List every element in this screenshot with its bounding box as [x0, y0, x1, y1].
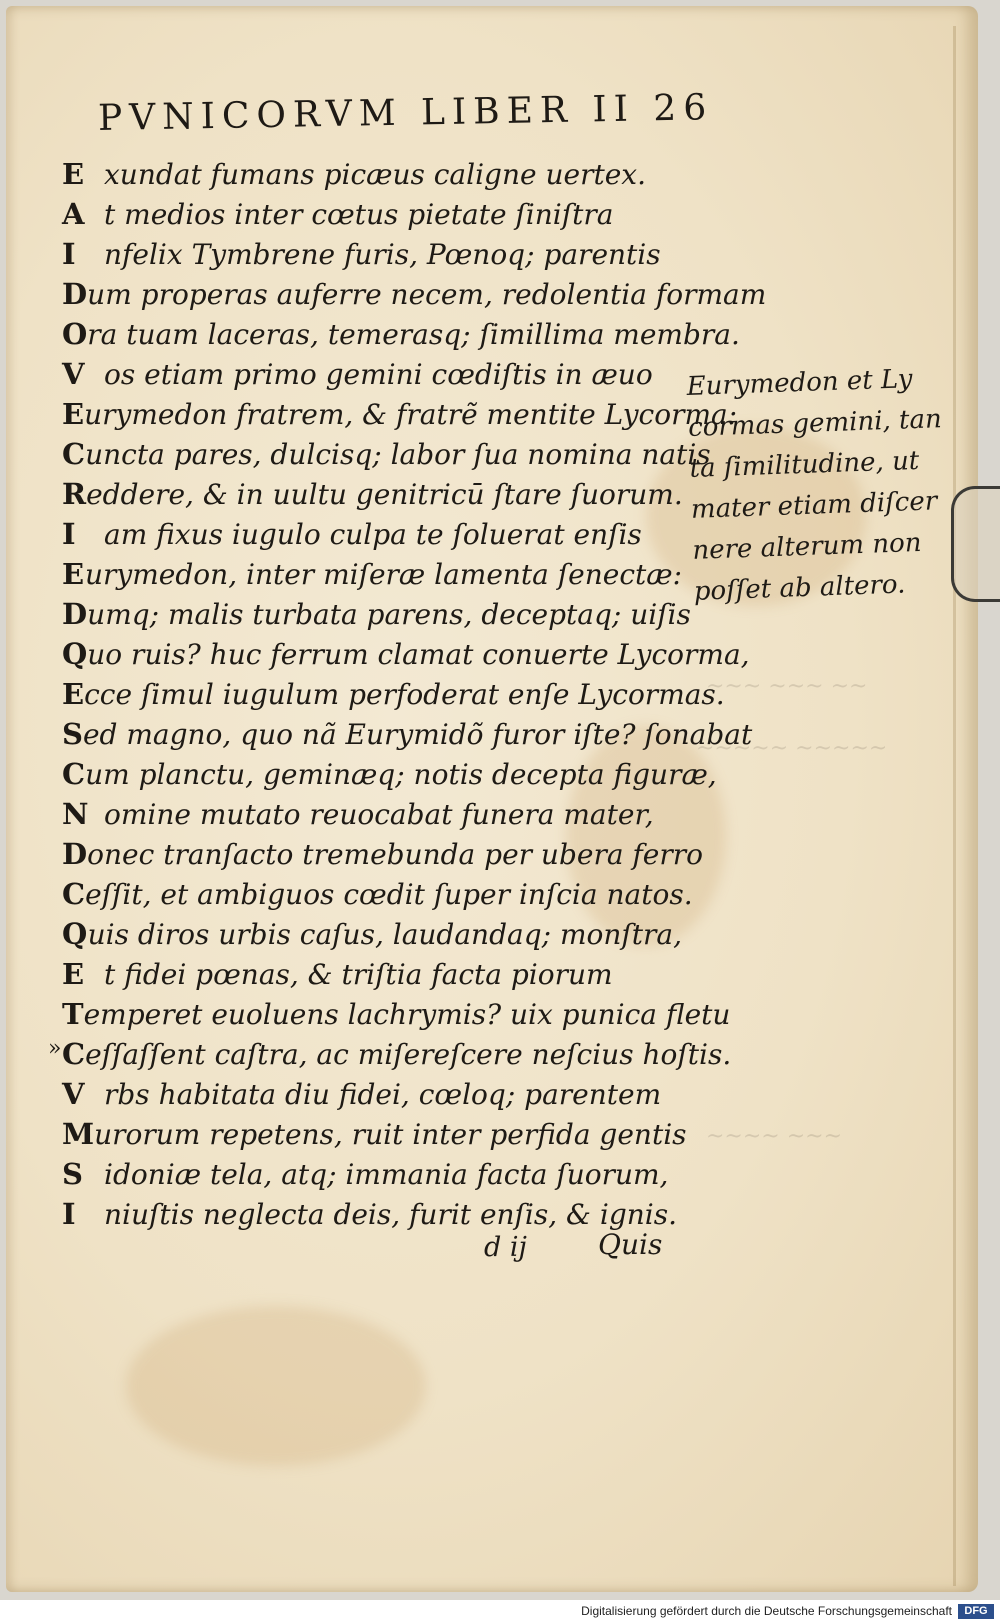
- verse-line: [62, 634, 750, 674]
- verse-line: [62, 1114, 687, 1154]
- verse-line: [62, 914, 682, 954]
- folio-number: 26: [652, 87, 714, 130]
- verse-block: [62, 154, 767, 1234]
- verse-line: [62, 234, 682, 274]
- verse-line: [62, 1194, 682, 1234]
- verse-initial: C: [62, 1037, 86, 1071]
- verse-text: nfelix Tymbrene furis, Pœnoq; parentis: [104, 237, 661, 271]
- margin-marker: »: [48, 1036, 62, 1061]
- verse-text: niuſtis neglecta deis, furit enſis, & ignis.: [104, 1197, 678, 1231]
- verse-line: [62, 314, 740, 354]
- verse-text: eddere, & in uultu genitricū ſtare ſuorum.: [86, 477, 683, 511]
- verse-initial: C: [62, 437, 86, 471]
- show-through-text: ~~~~~ ~~~~~: [696, 736, 888, 761]
- verse-initial: E: [62, 157, 85, 191]
- verse-text: os etiam primo gemini cœdiſtis in æuo: [104, 357, 653, 391]
- verse-initial: E: [62, 397, 85, 431]
- verse-initial: T: [62, 997, 84, 1031]
- verse-line: [62, 754, 717, 794]
- verse-text: urymedon, inter miſeræ lamenta ſenectæ:: [85, 557, 682, 591]
- verse-initial: I: [62, 517, 76, 551]
- marginal-note-line: cormas gemini, tan: [687, 403, 943, 443]
- marginal-note-line: ta ſimilitudine, ut: [689, 445, 920, 484]
- verse-initial: S: [62, 717, 83, 751]
- show-through-text: ~~~ ~~~ ~~: [706, 674, 868, 699]
- marginal-note-line: Eurymedon et Ly: [686, 363, 913, 402]
- verse-text: urorum repetens, ruit inter perfida gentis: [94, 1117, 687, 1151]
- verse-text: t fidei pœnas, & triſtia facta piorum: [104, 957, 613, 991]
- verse-line: [62, 714, 753, 754]
- book-page: [6, 6, 978, 1592]
- verse-initial: R: [62, 477, 87, 511]
- footer-credit: Digitalisierung gefördert durch die Deutsche Forschungsgemeinschaft: [581, 1604, 952, 1618]
- footer-bar: [0, 1600, 1000, 1624]
- clip-tab: [951, 486, 1000, 602]
- verse-initial: O: [62, 317, 88, 351]
- verse-initial: I: [62, 237, 76, 271]
- verse-text: urymedon fratrem, & fratrẽ mentite Lycorma:: [84, 397, 738, 431]
- verse-line: [62, 874, 693, 914]
- verse-line: [62, 554, 682, 594]
- verse-line: [62, 954, 682, 994]
- verse-text: rbs habitata diu fidei, cœloq; parentem: [104, 1077, 662, 1111]
- verse-text: t medios inter cœtus pietate ſiniſtra: [104, 197, 614, 231]
- verse-initial: I: [62, 1197, 76, 1231]
- verse-text: uis diros urbis caſus, laudandaq; monſtra,: [87, 917, 682, 951]
- marginal-note: [686, 357, 954, 612]
- verse-line: [62, 794, 682, 834]
- verse-initial: C: [62, 757, 86, 791]
- verse-initial: E: [62, 677, 85, 711]
- verse-initial: A: [62, 197, 85, 231]
- verse-line: [62, 1074, 682, 1114]
- verse-line: [62, 434, 711, 474]
- verse-initial: E: [62, 957, 85, 991]
- dfg-logo: DFG: [958, 1604, 994, 1619]
- verse-text: onec tranſacto tremebunda per ubera ferro: [87, 837, 703, 871]
- verse-initial: Q: [62, 637, 88, 671]
- verse-line: [62, 154, 682, 194]
- verse-initial: D: [62, 597, 88, 631]
- verse-text: xundat fumans picæus caligne uertex.: [104, 157, 646, 191]
- verse-text: cce ſimul iugulum perfoderat enſe Lycormas.: [84, 677, 725, 711]
- verse-text: eſſit, et ambiguos cœdit ſuper inſcia natos.: [85, 877, 693, 911]
- verse-initial: S: [62, 1157, 83, 1191]
- marginal-note-line: poſſet ab altero.: [693, 568, 906, 607]
- signature-mark: d ij: [484, 1232, 527, 1263]
- verse-line: [62, 354, 682, 394]
- verse-line: [62, 194, 682, 234]
- verse-line: [62, 274, 767, 314]
- catchword: Quis: [598, 1228, 663, 1261]
- verse-text: uo ruis? huc ferrum clamat conuerte Lycorma,: [87, 637, 750, 671]
- verse-line: [62, 394, 738, 434]
- running-header: [98, 87, 714, 139]
- verse-line: [62, 1154, 682, 1194]
- verse-initial: V: [62, 357, 85, 391]
- verse-initial: D: [62, 837, 88, 871]
- verse-initial: Q: [62, 917, 88, 951]
- verse-text: am fixus iugulo culpa te ſoluerat enſis: [104, 517, 642, 551]
- paper-stain: [126, 1306, 426, 1466]
- verse-line: [62, 514, 682, 554]
- verse-line: [62, 1034, 732, 1074]
- verse-line: [62, 474, 682, 514]
- verse-line: [62, 674, 725, 714]
- verse-initial: V: [62, 1077, 85, 1111]
- verse-initial: N: [62, 797, 89, 831]
- running-title: PVNICORVM LIBER II: [97, 88, 636, 139]
- verse-initial: C: [62, 877, 86, 911]
- show-through-text: ~~~~ ~~~: [706, 1124, 843, 1149]
- marginal-note-line: mater etiam diſcer: [690, 485, 938, 525]
- verse-text: omine mutato reuocabat funera mater,: [104, 797, 654, 831]
- page-edge-shadow: [953, 26, 956, 1586]
- verse-text: ra tuam laceras, temerasq; ſimillima membra.: [87, 317, 740, 351]
- verse-line: [62, 994, 731, 1034]
- verse-initial: M: [62, 1117, 95, 1151]
- verse-text: eſſaſſent caſtra, ac miſereſcere neſcius hoſtis.: [85, 1037, 732, 1071]
- verse-text: umq; malis turbata parens, deceptaq; uiſis: [87, 597, 691, 631]
- verse-text: idoniæ tela, atq; immania facta ſuorum,: [104, 1157, 669, 1191]
- verse-initial: D: [62, 277, 88, 311]
- verse-initial: E: [62, 557, 85, 591]
- verse-text: ed magno, quo nã Eurymidõ furor iſte? ſonabat: [82, 717, 753, 751]
- marginal-note-line: nere alterum non: [691, 527, 922, 566]
- verse-line: [62, 834, 703, 874]
- verse-text: um properas auferre necem, redolentia formam: [87, 277, 767, 311]
- verse-text: um planctu, geminæq; notis decepta figuræ,: [85, 757, 717, 791]
- verse-text: emperet euoluens lachrymis? uix punica fletu: [83, 997, 731, 1031]
- verse-line: [62, 594, 691, 634]
- verse-text: uncta pares, dulcisq; labor ſua nomina natis: [85, 437, 711, 471]
